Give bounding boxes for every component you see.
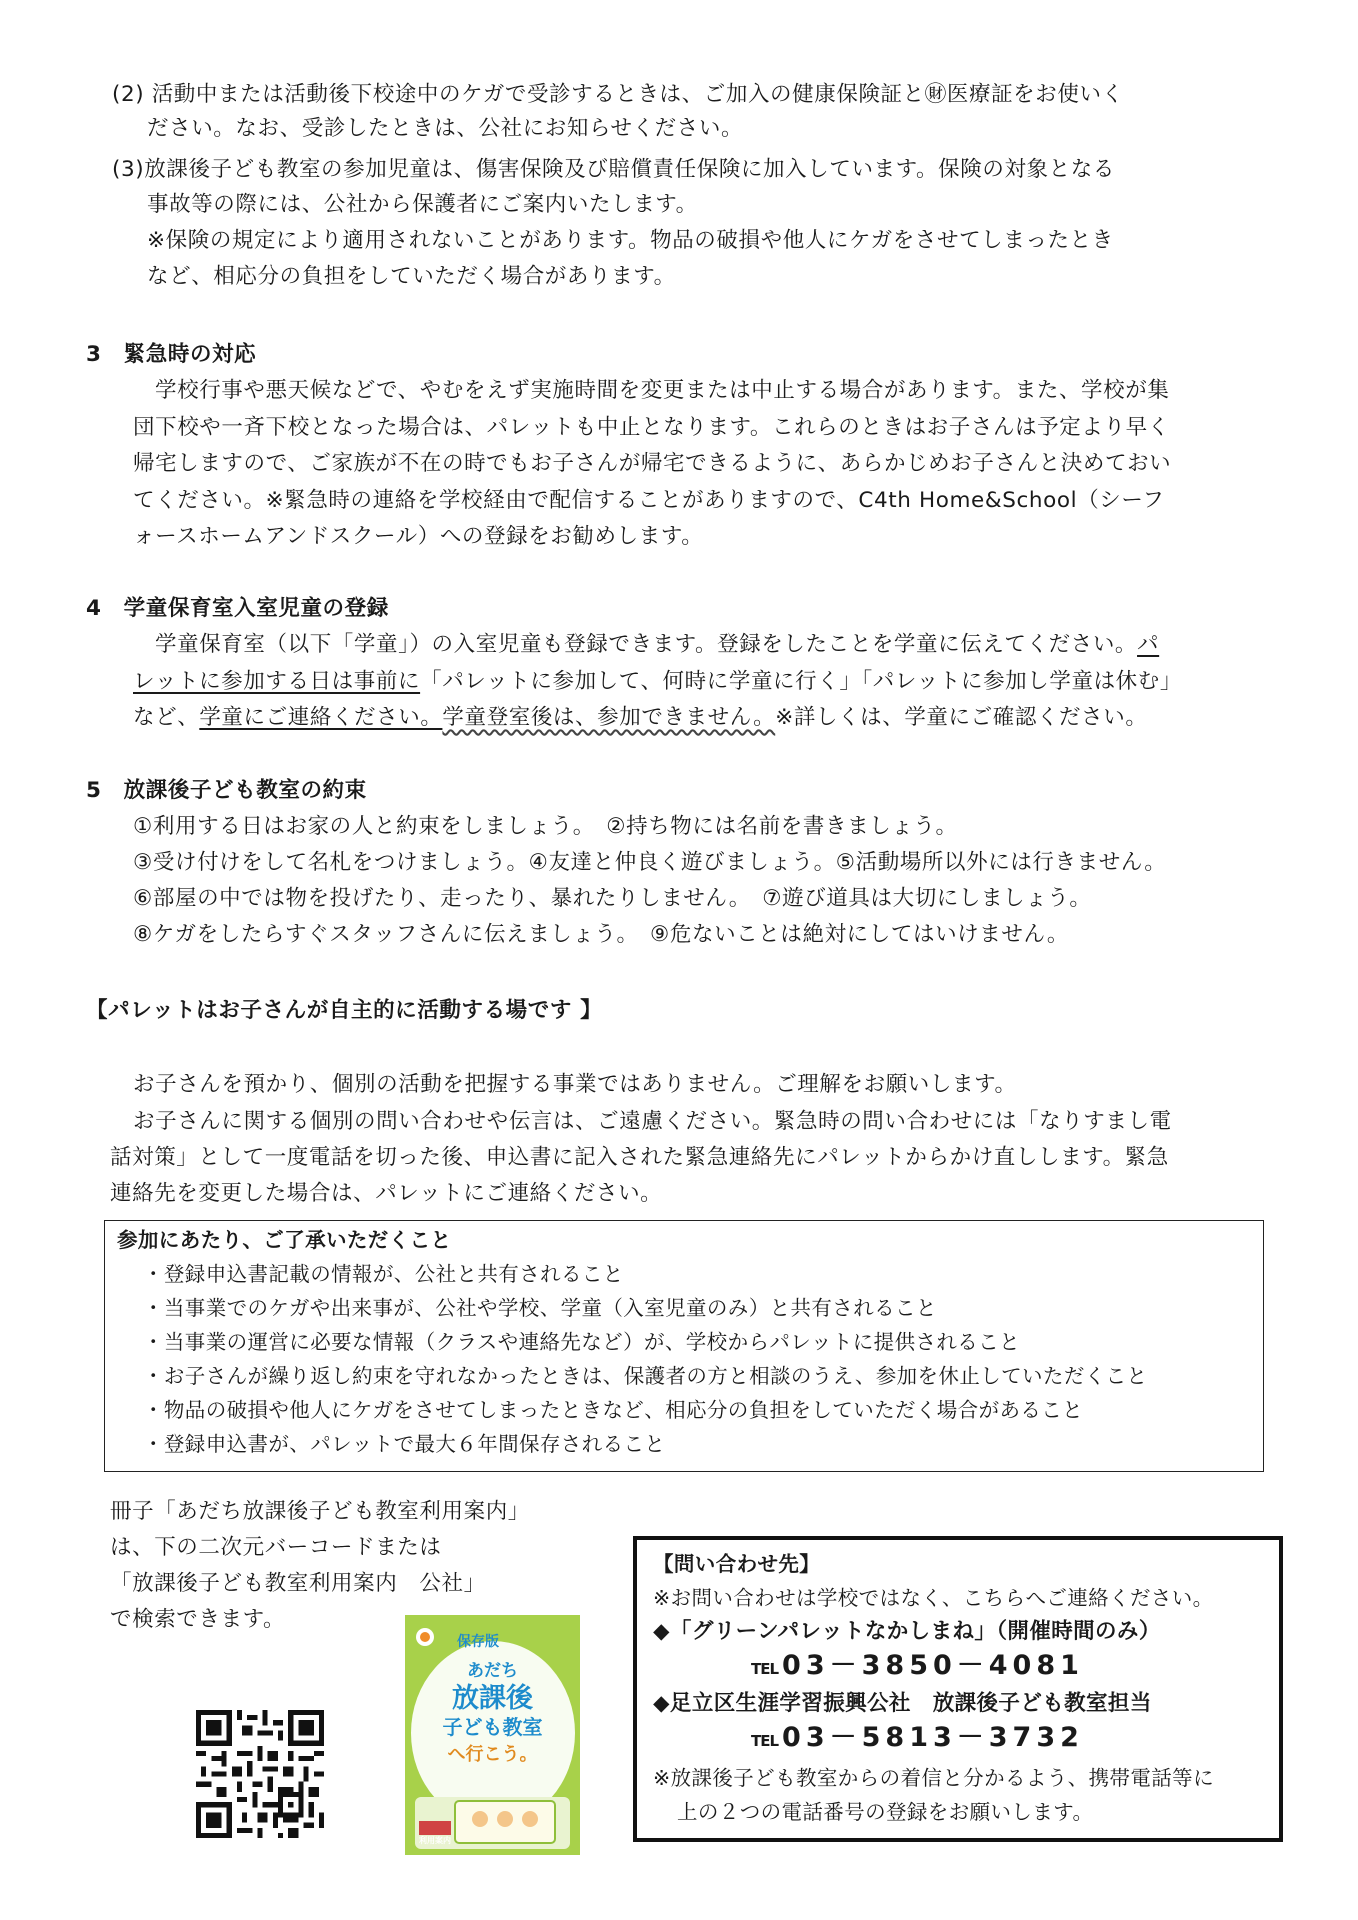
consent-notice-item: ・お子さんが繰り返し約束を守れなかったときは、保護者の方と相談のうえ、参加を休止していただくこと [143, 1364, 1148, 1388]
org1-tel-number[interactable]: 03－3850－4081 [782, 1650, 1084, 1681]
section4-line1 [155, 630, 1159, 660]
promise-line: ⑧ケガをしたらすぐスタッフさんに伝えましょう。 ⑨危ないことは絶対にしてはいけません。 [133, 922, 1069, 947]
booklet-info-line: で検索できます。 [110, 1607, 286, 1632]
consent-notice-item: ・当事業の運営に必要な情報（クラスや連絡先など）が、学校からパレットに提供されること [143, 1330, 1020, 1354]
section4-line1-text: 学童保育室（以下「学童」）の入室児童も登録できます。登録をしたことを学童に伝えてください。 [155, 632, 1138, 657]
tel-label: TEL [751, 1732, 779, 1750]
qr-code[interactable] [196, 1710, 324, 1838]
section4-line2-underline: レットに参加する日は事前に [133, 669, 421, 694]
booklet-edition-label: 保存版 [457, 1634, 499, 1650]
booklet-info-line: 冊子「あだち放課後子ども教室利用案内」 [110, 1499, 530, 1524]
insurance-item3-line3: ※保険の規定により適用されないことがあります。物品の破損や他人にケガをさせてしまったとき [147, 228, 1114, 253]
contact-box [633, 1536, 1283, 1842]
booklet-info-line: は、下の二次元バーコードまたは [110, 1535, 442, 1560]
consent-notice-item: ・物品の破損や他人にケガをさせてしまったときなど、相応分の負担をしていただく場合があること [143, 1398, 1084, 1422]
consent-notice-item: ・当事業でのケガや出来事が、公社や学校、学童（入室児童のみ）と共有されること [143, 1296, 937, 1320]
contact-org2: ◆足立区生涯学習振興公社 放課後子ども教室担当 [653, 1691, 1152, 1716]
consent-notice-title: 参加にあたり、ご了承いただくこと [117, 1228, 452, 1252]
section4-line3-underline: 学童にご連絡ください。 [199, 705, 443, 730]
section4-line3-text-a: など、 [133, 705, 200, 730]
booklet-info-line: 「放課後子ども教室利用案内 公社」 [110, 1571, 486, 1596]
section4-line3 [133, 703, 1147, 733]
org2-tel-number[interactable]: 03－5813－3732 [782, 1722, 1084, 1753]
booklet-footer-label: 利用案内 [419, 1836, 451, 1845]
section3-line: 学校行事や悪天候などで、やむをえず実施時間を変更または中止する場合があります。また、学校が集 [155, 378, 1170, 403]
palette-line: 話対策」として一度電話を切った後、申込書に記入された緊急連絡先にパレットからかけ直しします。緊急 [110, 1145, 1169, 1170]
insurance-item3-line2: 事故等の際には、公社から保護者にご案内いたします。 [147, 192, 698, 217]
promise-line: ③受け付けをして名札をつけましょう。④友達と仲良く遊びましょう。⑤活動場所以外には行きません。 [133, 850, 1167, 875]
insurance-item2-line1: (2) 活動中または活動後下校途中のケガで受診するときは、ご加入の健康保険証と㊖医療証をお使いく [112, 82, 1124, 107]
palette-line: お子さんに関する個別の問い合わせや伝言は、ご遠慮ください。緊急時の問い合わせには「なりすまし電 [133, 1109, 1172, 1134]
promise-line: ⑥部屋の中では物を投げたり、走ったり、暴れたりしません。 ⑦遊び道具は大切にしましょう。 [133, 886, 1092, 911]
contact-title: 【問い合わせ先】 [653, 1552, 821, 1576]
consent-notice-item: ・登録申込書記載の情報が、公社と共有されること [143, 1262, 624, 1286]
palette-line: お子さんを預かり、個別の活動を把握する事業ではありません。ご理解をお願いします。 [133, 1072, 1017, 1097]
contact-footnote: 上の２つの電話番号の登録をお願いします。 [677, 1800, 1094, 1824]
section3-line: てください。※緊急時の連絡を学校経由で配信することがありますので、C4th Home&School（シーフ [133, 488, 1165, 513]
booklet-title [405, 1657, 580, 1769]
palette-line: 連絡先を変更した場合は、パレットにご連絡ください。 [110, 1181, 663, 1206]
section3-line: ォースホームアンドスクール）への登録をお勧めします。 [133, 524, 704, 549]
section3-line: 団下校や一斉下校となった場合は、パレットも中止となります。これらのときはお子さんは予定より早く [133, 415, 1170, 440]
insurance-item3-line4: など、相応分の負担をしていただく場合があります。 [147, 264, 676, 289]
contact-org1-phone[interactable] [751, 1652, 1084, 1683]
section4-line3-text-b: ※詳しくは、学童にご確認ください。 [775, 705, 1148, 730]
consent-notice-item: ・登録申込書が、パレットで最大６年間保存されること [143, 1432, 666, 1456]
contact-footnote: ※放課後子ども教室からの着信と分かるよう、携帯電話等に [653, 1766, 1214, 1790]
booklet-title-line: 子ども教室 [442, 1715, 543, 1739]
palette-heading: 【パレットはお子さんが自主的に活動する場です 】 [86, 998, 603, 1023]
section3-heading: 3 緊急時の対応 [86, 342, 257, 367]
section4-line2-text: 「パレットに参加して、何時に学童に行く」「パレットに参加し学童は休む」 [420, 669, 1182, 694]
booklet-title-line: あだち [467, 1661, 518, 1681]
contact-org2-phone[interactable] [751, 1724, 1084, 1755]
section4-line2 [133, 667, 1182, 697]
section3-line: 帰宅しますので、ご家族が不在の時でもお子さんが帰宅できるように、あらかじめお子さんと決めておい [133, 451, 1172, 476]
section5-heading: 5 放課後子ども教室の約束 [86, 778, 367, 803]
booklet-title-line: 放課後 [452, 1683, 533, 1714]
consent-notice-box [104, 1220, 1264, 1472]
section4-line1-underline: パ [1137, 632, 1160, 657]
insurance-item3-line1: (3)放課後子ども教室の参加児童は、傷害保険及び賠償責任保険に加入しています。保険の対象となる [112, 157, 1115, 182]
insurance-item2-line2: ださい。なお、受診したときは、公社にお知らせください。 [147, 116, 744, 141]
tel-label: TEL [751, 1660, 779, 1678]
contact-org1: ◆「グリーンパレットなかしまね」（開催時間のみ） [653, 1619, 1161, 1644]
booklet-cover-image [405, 1615, 580, 1855]
section4-line3-wavy: 学童登室後は、参加できません。 [442, 705, 776, 730]
section4-heading: 4 学童保育室入室児童の登録 [86, 596, 389, 621]
contact-note: ※お問い合わせは学校ではなく、こちらへご連絡ください。 [653, 1586, 1214, 1610]
promise-line: ①利用する日はお家の人と約束をしましょう。 ②持ち物には名前を書きましょう。 [133, 814, 958, 839]
booklet-title-line: へ行こう。 [447, 1744, 538, 1765]
